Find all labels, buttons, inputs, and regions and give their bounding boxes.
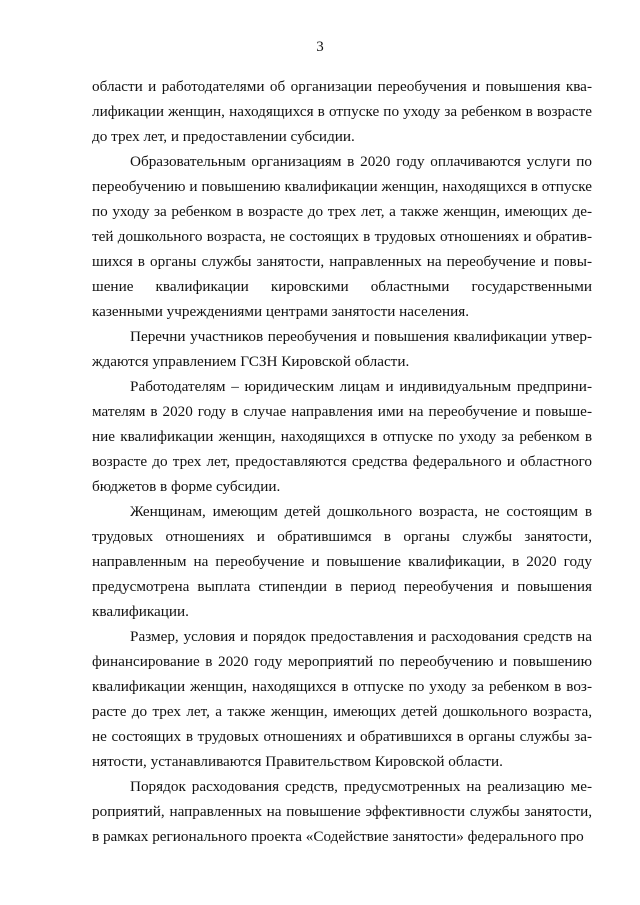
page-number: 3	[316, 39, 324, 55]
paragraph-7: Порядок расходования средств, предусмотренных на реализацию мероприятий, направленных на повышение эффективности службы занятости, в рамках регионального проекта «Содействие занятости» федерального про	[92, 778, 592, 845]
paragraph-1: области и работодателями об организации переобучения и повышения квалификации женщин, находящихся в отпуске по уходу за ребенком в возрасте до трех лет, и предоставлении субсидии.	[92, 78, 592, 145]
paragraph-3: Перечни участников переобучения и повышения квалификации утверждаются управлением ГСЗН Кировской области.	[92, 328, 592, 370]
body-text	[92, 74, 592, 849]
paragraph-5: Женщинам, имеющим детей дошкольного возраста, не состоящим в трудовых отношениях и обратившимся в органы службы занятости, направленным на переобучение и повышение квалификации, в 2020 году предусмотрена выплата стипендии в период переобучения и повышения квалификации.	[92, 503, 592, 620]
paragraph-4: Работодателям – юридическим лицам и индивидуальным предпринимателям в 2020 году в случае направления ими на переобучение и повышение квалификации женщин, находящихся в отпуске по уходу за ребенком в возрасте до трех лет, предоставляются средства федерального и областного бюджетов в форме субсидии.	[92, 378, 592, 495]
paragraph-6: Размер, условия и порядок предоставления и расходования средств на финансирование в 2020 году мероприятий по переобучению и повышению квалификации женщин, находящихся в отпуске по уходу за ребенком в возрасте до трех лет, а также женщин, имеющих детей дошкольного возраста, не состоящих в трудовых отношениях и обратившихся в органы службы занятости, устанавливаются Правительством Кировской области.	[92, 628, 592, 770]
paragraph-2: Образовательным организациям в 2020 году оплачиваются услуги по переобучению и повышению квалификации женщин, находящихся в отпуске по уходу за ребенком в возрасте до трех лет, а также женщин, имеющих детей дошкольного возраста, не состоящих в трудовых отношениях и обратившихся в органы службы занятости, направленных на переобучение и повышение квалификации кировскими областными государственными казенными учреждениями центрами занятости населения.	[92, 153, 592, 320]
